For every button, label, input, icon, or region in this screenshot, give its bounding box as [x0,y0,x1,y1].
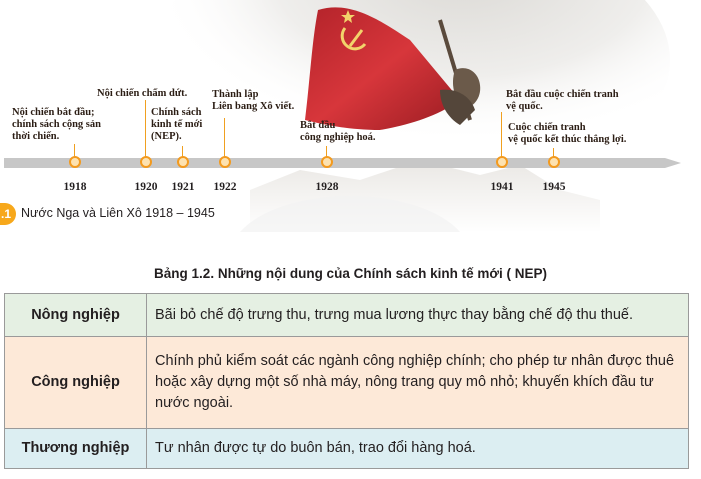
year-label: 1918 [63,181,87,193]
year-label: 1921 [171,181,195,193]
timeline-axis [4,158,681,168]
table-row [5,337,689,429]
event-1941: Bắt đầu cuộc chiến tranh vệ quốc. [506,89,619,112]
year-label: 1941 [490,181,514,193]
sector-cell: Công nghiệp [5,337,147,429]
dot-1941 [496,156,508,168]
year-label: 1920 [134,181,158,193]
event-1918: Nội chiến bắt đầu; chính sách cộng sản thời chiến. [12,107,101,142]
year-label: 1945 [542,181,566,193]
content-cell: Tư nhân được tự do buôn bán, trao đổi hàng hoá. [147,429,689,469]
dot-1922 [219,156,231,168]
tick-1920 [145,100,146,158]
event-1920: Nội chiến chấm dứt. [97,88,188,99]
dot-1920 [140,156,152,168]
table-title: Bảng 1.2. Những nội dung của Chính sách kinh tế mới ( NEP) [154,266,547,281]
figure-caption: Nước Nga và Liên Xô 1918 – 1945 [21,206,215,220]
event-1945: Cuộc chiến tranh vệ quốc kết thúc thắng lợi. [508,122,627,145]
sector-cell: Thương nghiệp [5,429,147,469]
nep-table [4,293,689,469]
tick-1922 [224,118,225,158]
sector-cell: Nông nghiệp [5,294,147,337]
event-1928: Bắt đầu công nghiệp hoá. [300,120,376,143]
year-label: 1928 [315,181,339,193]
content-cell: Bãi bỏ chế độ trưng thu, trưng mua lương thực thay bằng chế độ thu thuế. [147,294,689,337]
table-row [5,429,689,469]
tick-1941 [501,112,502,158]
dot-1945 [548,156,560,168]
flag-photo-background [0,0,701,232]
figure-number-badge: .1 [0,203,16,225]
dot-1921 [177,156,189,168]
content-cell: Chính phủ kiểm soát các ngành công nghiệp chính; cho phép tư nhân được thuê hoặc xây dựng một số nhà máy, nông trang quy mô nhỏ; khuyến khích đầu tư nước ngoài. [147,337,689,429]
dot-1918 [69,156,81,168]
event-1921: Chính sách kinh tế mới (NEP). [151,107,203,142]
dot-1928 [321,156,333,168]
event-1922: Thành lập Liên bang Xô viết. [212,89,295,112]
timeline-figure [0,0,701,232]
year-label: 1922 [213,181,237,193]
table-row [5,294,689,337]
